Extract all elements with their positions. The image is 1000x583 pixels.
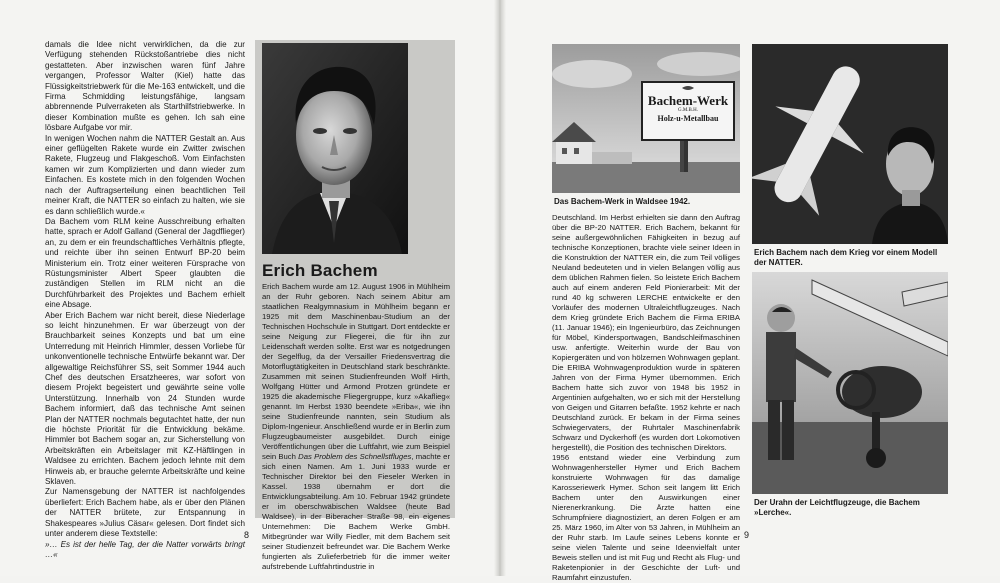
- paragraph: damals die Idee nicht verwirklichen, da die zur Verfügung stehenden Rückstoßantriebe dies nicht gestatteten. Aber inzwischen waren fünf Jahre vergangen, Professor Walter (Kiel) hatte das Flüssigkeitstriebwerk für die Me-163 entwickelt, und die Firma Schmidding leistungsfähige, langsam abbrennende Pulverraketen als Starthilfstriebwerke. In dieser Kombination mußte es gehen. Ich sah eine lösbare Aufgabe vor mir.: [45, 40, 245, 133]
- book-title: Das Problem des Schnellstfluges: [298, 452, 412, 461]
- paragraph: 1956 entstand wieder eine Verbindung zum Wohnwagenhersteller Hymer und Erich Bachem konstruierte Wohnwagen für das damalige Karosseriewerk Hymer. Schon seit langem litt Erich Bachem unter den Auswirkungen einer Nierenerkrankung. Die Ärzte hatten eine Schrumpfniere diagnostiziert, an deren Folgen er am 25. März 1960, im Alter von 53 Jahren, in Mühlheim an der Ruhr starb. Im Laufe seines Lebens konnte er seine vielen Talente und seine Ideenvielfalt unter Beweis stellen und ist mit Fug und Recht als Flug- und Raketenpionier in der Geschichte der Luft- und Raumfahrt einzustufen.: [552, 453, 740, 582]
- lerche-glider-photo: [752, 272, 948, 494]
- paragraph: Zur Namensgebung der NATTER ist nachfolgendes überliefert: Erich Bachem habe, als er über den Plänen der NATTER brütete, zur Entspannung in Shakespeares »Julius Cäsar« gelesen. Dort findet sich unter anderem diese Textstelle:: [45, 487, 245, 539]
- biography-title: Erich Bachem: [262, 261, 378, 280]
- caption-model-photo: Erich Bachem nach dem Krieg vor einem Modell der NATTER.: [754, 248, 938, 267]
- sign-line-3: Holz-u-Metallbau: [657, 114, 719, 123]
- sign-line-2: G.M.B.H.: [677, 108, 698, 113]
- paragraph: In wenigen Wochen nahm die NATTER Gestalt an. Aus einer geflügelten Rakete wurde ein Zwitter zwischen Rakete, Flugzeug und Flakgeschoß. Vom Einfachsten kamen wir zum Komplizierten und dann wieder zum Einfachen. Es kostete mich in den folgenden Wochen nach der Auftragserteilung einen beachtlichen Teil meiner Kraft, die NATTER so einfach zu halten, wie sie es dann schließlich wurde.«: [45, 133, 245, 216]
- biography-text: [262, 282, 450, 572]
- paragraph: Aber Erich Bachem war nicht bereit, diese Niederlage so leicht hinzunehmen. Er war überzeugt von der Brauchbarkeit seines Konzepts und bat um eine Unterredung mit Heinrich Himmler, dessen Vorliebe für unkonventionelle technische Entwürfe bekannt war. Der allgewaltige Reichsführer SS, seit Sommer 1944 auch Chef des deutschen Ersatzheeres, war sofort von diesem Projekt begeistert und gewährte seine volle Unterstützung. Innerhalb von 24 Stunden wurde Bachem informiert, daß das technische Amt seinen Plan der NATTER nochmals begutachtet hatte, der nun die höchste Priorität für die Entwicklung bekäme. Himmler bot Bachem sogar an, zur Sicherstellung von Arbeitskräften ein Arbeitslager mit KZ-Häftlingen in Waldsee zu errichten. Bachem jedoch lehnte mit dem Hinweis ab, er brauche gelernte Arbeitskräfte und keine Sklaven.: [45, 310, 245, 487]
- right-text-column: [552, 213, 740, 583]
- page-number-right: 9: [744, 530, 750, 540]
- paragraph: Da Bachem vom RLM keine Ausschreibung erhalten hatte, sprach er Adolf Galland (General der Jagdflieger) an, zu dem er ein freundschaftliches Verhältnis pflegte, und reichte über ihn seinen Entwurf BP-20 beim Ministerium ein. Trotz einer weiteren Fürsprache von Rüstungsminister Albert Speer glaubten die zuständigen Stellen im RLM nicht an die Durchführbarkeit des Projektes und Bachem erhielt eine Absage.: [45, 216, 245, 310]
- sign-line-1: Bachem-Werk: [647, 93, 729, 108]
- biography-text-before: Erich Bachem wurde am 12. August 1906 in Mühlheim an der Ruhr geboren. Nach seinem Abitur am staatlichen Realgymnasium in Mühlheim begann er 1925 mit dem Maschinenbau-Studium an der Technischen Hochschule in Stuttgart. Dort entdeckte er seine Neigung zur Fliegerei, die für ihn zur Leidenschaft werden sollte. Erst war es notgedrungen der Segelflug, da der Versailler Friedensvertrag die Motorflugtätigkeiten in Deutschland stark beschränkte. Zusammen mit seinen Studienfreunden Wolf Hirth, Wolfgang Hütter und Armond Protzen gründete er 1925 die akademische Fliegergruppe, kurz »Akaflieg« genannt. Im Herbst 1930 beendete »Eriba«, wie ihn seine Studienfreunde nannten, sein Studium als Diplom-Ingenieur. Anschließend wurde er in Berlin zum Flugzeugbaumeister ausgebildet. Durch einige Veröffentlichungen über die Luftfahrt, wie zum Beispiel sein Buch: [262, 282, 450, 461]
- page-number-left: 8: [244, 530, 250, 540]
- caption-glider-photo: Der Urahn der Leichtflugzeuge, die Bachem »Lerche«.: [754, 498, 920, 517]
- shakespeare-quote: »… Es ist der helle Tag, der die Natter vorwärts bringt …«: [45, 539, 245, 559]
- paragraph: Deutschland. Im Herbst erhielten sie dann den Auftrag über die BP-20 NATTER. Erich Bachem, bekannt für seine außergewöhnlichen Fähigkeiten in bezug auf technische Konzeptionen, brachte viele seiner Ideen in die Konstruktion der NATTER ein, die zum Teil völliges Neuland bedeuteten und in vielen Belangen völlig aus dem üblichen Rahmen fielen. So leistete Erich Bachem auch auf einem anderen Feld Pionierarbeit: Mit der rund 40 kg schweren LERCHE entwickelte er den Vorläufer des modernen Ultraleichtflugzeuges. Nach dem Krieg gründete Erich Bachem die Firma ERIBA (11. Januar 1946); ein Ingenieurbüro, das Zeichnungen für Möbel, Kindersportwagen, Bandschleifmaschinen usw. anfertigte. Weiterhin wurde der Bau von Kopiergeräten und von hölzernen Wohnwagen geplant. Die ERIBA Wohnwagenproduktion wurde in späteren Jahren von der Firma Hymer übernommen. Erich Bachem hatte sich zuvor von 1948 bis 1952 in Argentinien aufgehalten, wo er sich mit der Herstellung von Geigen und Gitarren befaßte. 1952 kehrte er nach Deutschland zurück. Er bekam in der Firma seines Schwiegervaters, der Ruhrtaler Maschinenfabrik Schwarz und Dyckerhoff (es wurden dort Lokomotiven hergestellt), die Position des technischen Direktors.: [552, 213, 740, 452]
- left-text-column: [45, 40, 245, 560]
- biography-paragraph: [262, 282, 450, 572]
- biography-text-after: , machte er sich einen Namen. Am 1. Juni 1933 wurde er Technischer Direktor bei den Fieseler Werken in Kassel. 1938 übernahm er dort die Entwicklungsabteilung. Am 10. Februar 1942 gründete er im oberschwäbischen Waldsee (heute Bad Waldsee), in der Biberacher Straße 98, ein eigenes Unternehmen: Die Bachem Werke GmbH. Mitbegründer war Willy Fiedler, mit dem Bachem seit seiner Studienzeit befreundet war. Die Bachem Werke fungierten als Zulieferbetrieb für die immer weiter aufstrebende Luftfahrtindustrie in: [262, 452, 451, 571]
- portrait-photo: [262, 43, 408, 254]
- sign-text: [642, 94, 734, 124]
- caption-sign-photo: Das Bachem-Werk in Waldsee 1942.: [554, 197, 691, 206]
- natter-model-photo: [752, 44, 948, 244]
- book-gutter: [494, 0, 506, 576]
